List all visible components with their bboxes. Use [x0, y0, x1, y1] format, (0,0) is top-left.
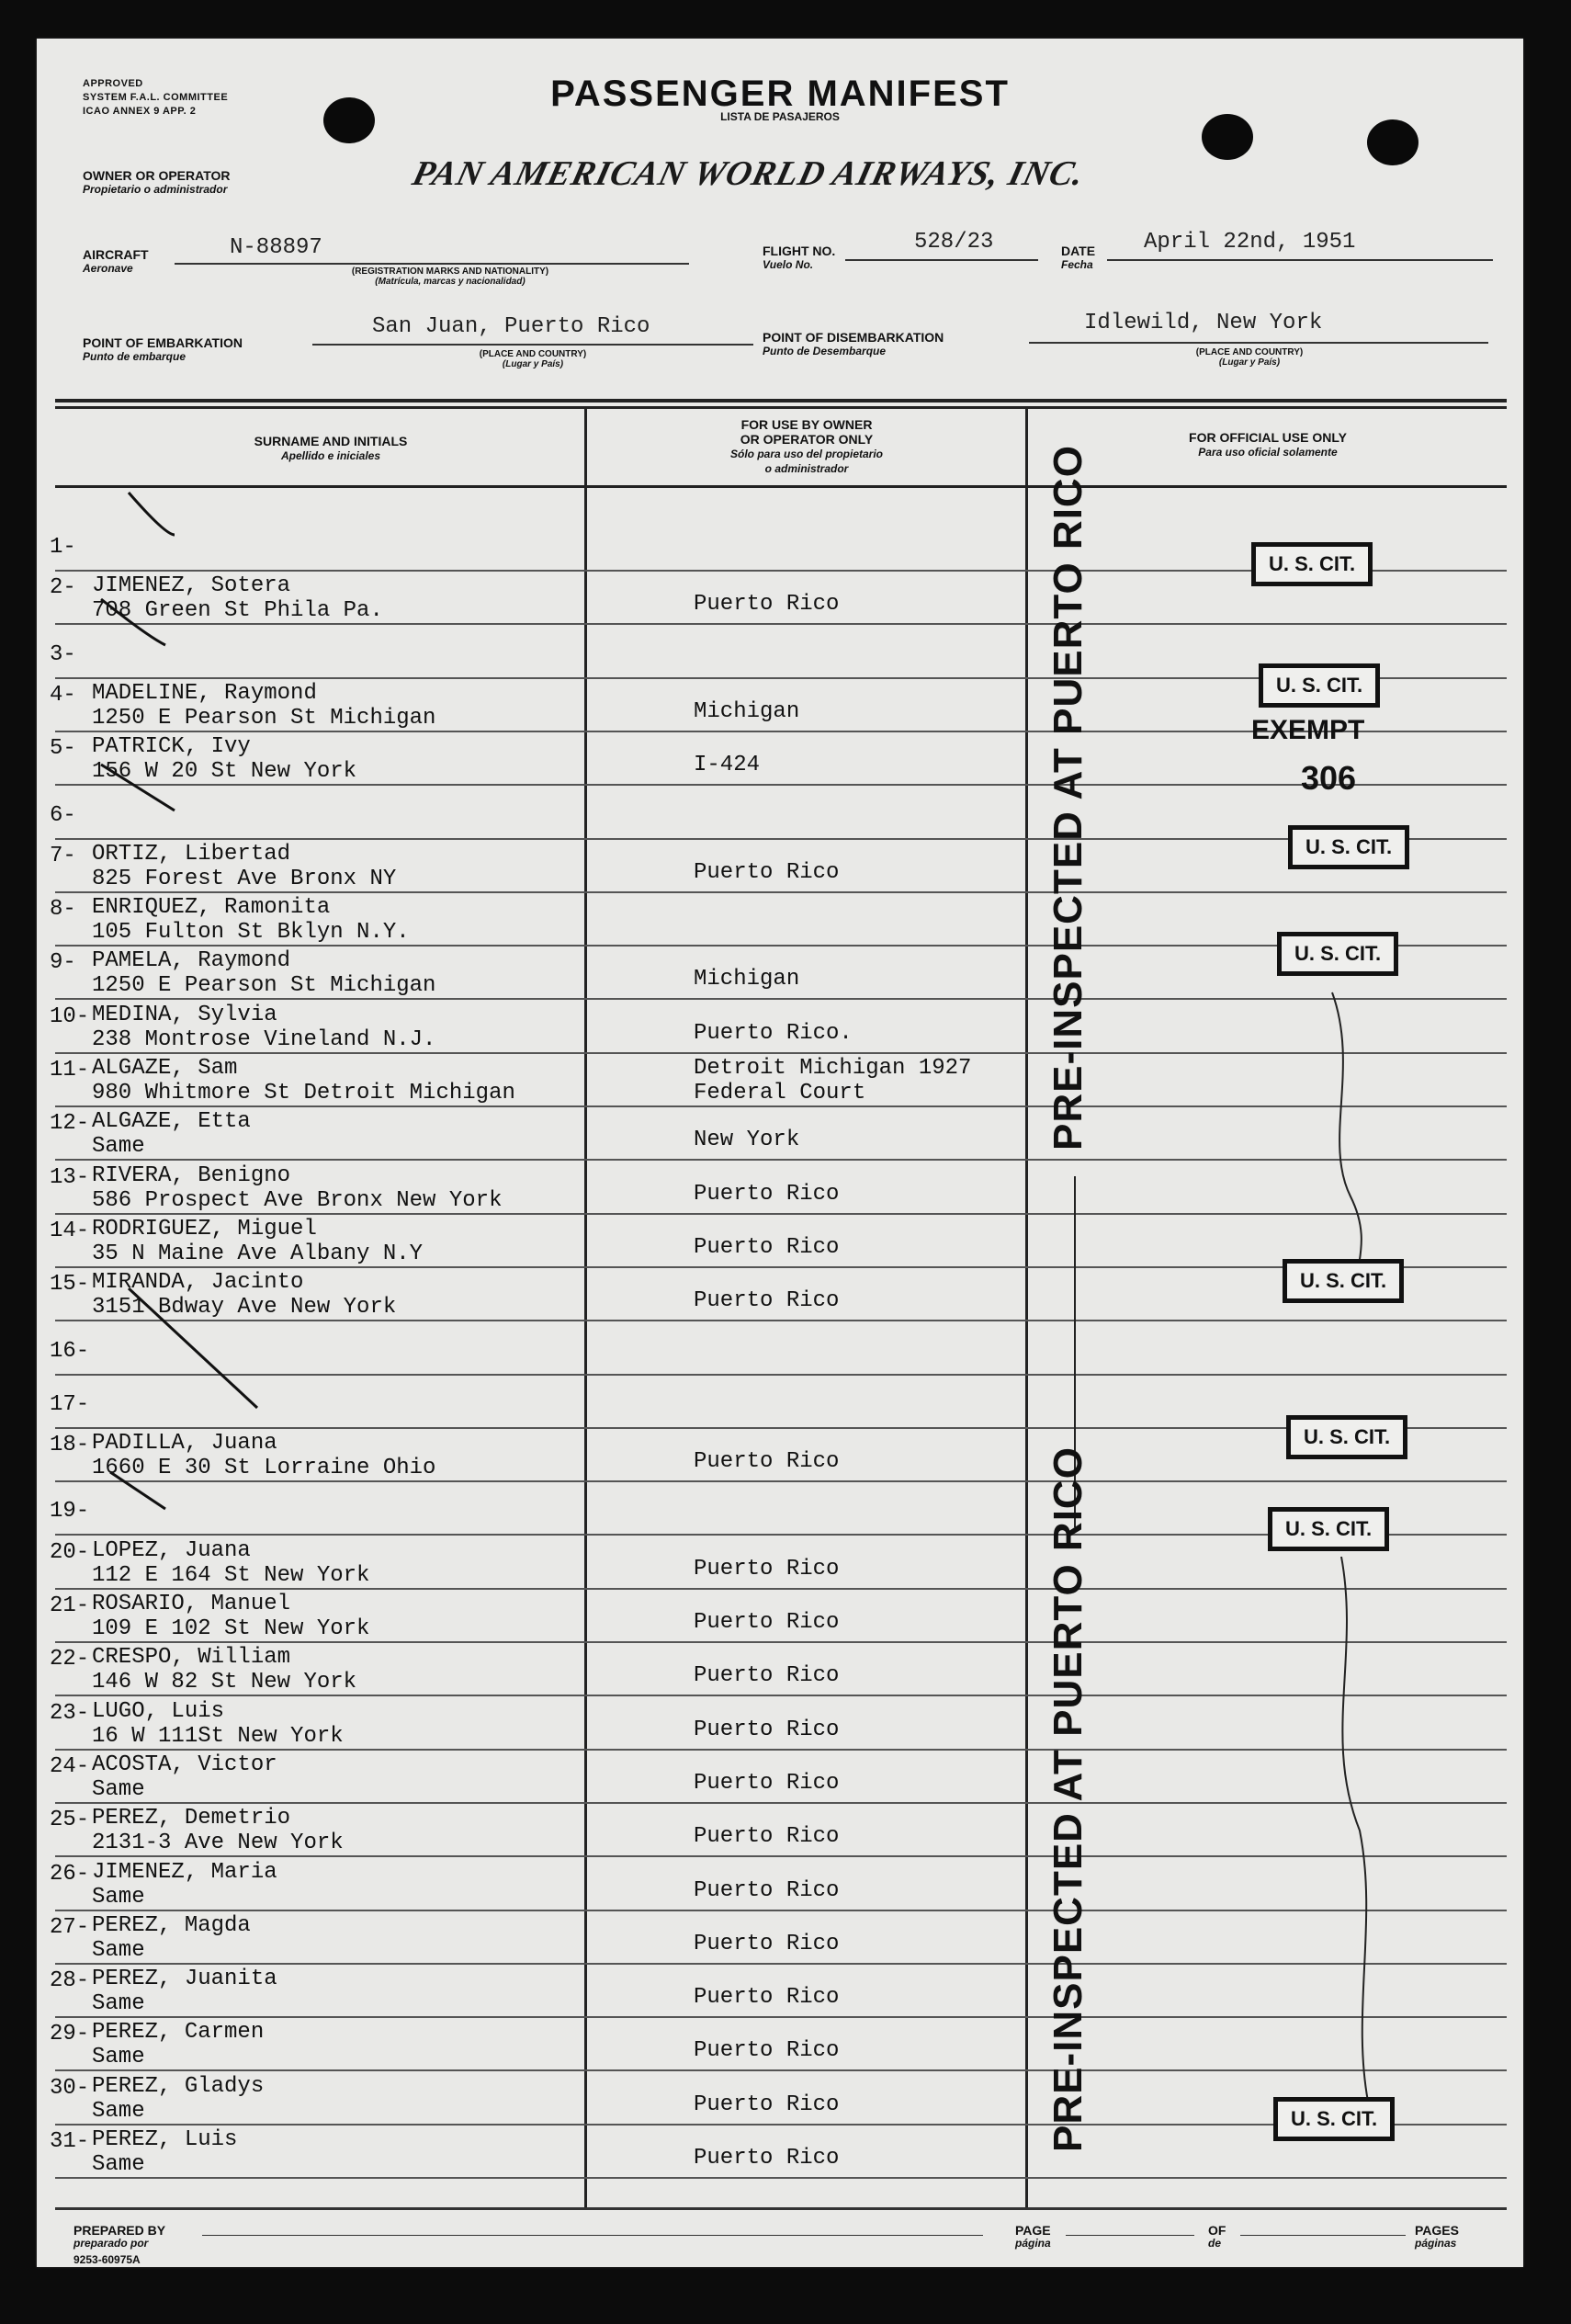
owner-use-value: Puerto Rico	[694, 1877, 840, 1903]
passenger-name: PAMELA, Raymond	[92, 948, 291, 974]
date-label-es: Fecha	[1061, 258, 1093, 271]
row-number: 28-	[50, 1968, 90, 1994]
passenger-address: 1250 E Pearson St Michigan	[92, 705, 436, 731]
disembark-label-es: Punto de Desembarque	[763, 345, 887, 357]
row-number: 13-	[50, 1164, 90, 1190]
owner-use-value: Michigan	[694, 698, 800, 724]
row-number: 25-	[50, 1808, 90, 1833]
passenger-address: 708 Green St Phila Pa.	[92, 598, 383, 624]
passenger-address: 1250 E Pearson St Michigan	[92, 973, 436, 999]
owner-use-value: Puerto Rico	[694, 1824, 840, 1850]
col-official-header-en: FOR OFFICIAL USE ONLY	[1189, 430, 1347, 445]
page-label	[1015, 2224, 1051, 2250]
aircraft-label-es: Aeronave	[83, 262, 133, 275]
row-number: 15-	[50, 1272, 90, 1298]
date-label-en: DATE	[1061, 244, 1096, 258]
of-label-en: OF	[1208, 2223, 1226, 2238]
owner-use-value: Puerto Rico	[694, 1717, 840, 1742]
row-number: 5-	[50, 736, 76, 762]
disembark-value: Idlewild, New York	[1084, 311, 1323, 335]
passenger-name: JIMENEZ, Maria	[92, 1859, 277, 1885]
owner-use-value: I-424	[694, 753, 761, 778]
row-number: 14-	[50, 1218, 90, 1243]
passenger-name: LOPEZ, Juana	[92, 1537, 251, 1563]
page-underline	[1066, 2235, 1194, 2236]
owner-use-value: Puerto Rico.	[694, 1020, 853, 1046]
approval-line-3: ICAO ANNEX 9 APP. 2	[83, 106, 197, 117]
owner-use-value: Puerto Rico	[694, 859, 840, 885]
passenger-address: 2131-3 Ave New York	[92, 1831, 344, 1856]
passenger-address: Same	[92, 2152, 145, 2177]
exempt-number: 306	[1301, 759, 1357, 797]
passenger-address: 146 W 82 St New York	[92, 1670, 357, 1695]
owner-use-value: Puerto Rico	[694, 592, 840, 618]
passenger-address: Same	[92, 2045, 145, 2070]
strike-mark-row-6	[101, 765, 175, 811]
col-surname-header-en: SURNAME AND INITIALS	[254, 434, 408, 448]
passenger-address: Same	[92, 2098, 145, 2124]
passenger-address: 35 N Maine Ave Albany N.Y	[92, 1241, 424, 1266]
owner-use-value: Puerto Rico	[694, 1234, 840, 1260]
passenger-name: CRESPO, William	[92, 1645, 291, 1671]
page-label-en: PAGE	[1015, 2223, 1051, 2238]
passenger-name: RIVERA, Benigno	[92, 1162, 291, 1188]
row-number: 30-	[50, 2075, 90, 2101]
row-number: 22-	[50, 1647, 90, 1672]
embark-label-es: Punto de embarque	[83, 350, 186, 363]
owner-label-es: Propietario o administrador	[83, 183, 228, 196]
prepared-by	[73, 2224, 165, 2250]
passenger-address: 586 Prospect Ave Bronx New York	[92, 1187, 503, 1213]
row-number: 18-	[50, 1433, 90, 1458]
us-cit-stamp-row-31: U. S. CIT.	[1273, 2097, 1395, 2141]
row-number: 12-	[50, 1111, 90, 1137]
owner-value: PAN AMERICAN WORLD AIRWAYS, INC.	[408, 154, 1089, 193]
of-label	[1208, 2224, 1226, 2250]
prepared-by-es: preparado por	[73, 2237, 149, 2250]
row-number: 23-	[50, 1700, 90, 1726]
passenger-address: 156 W 20 St New York	[92, 759, 357, 785]
row-number: 16-	[50, 1338, 90, 1364]
disembark-place-note-en: (PLACE AND COUNTRY)	[1195, 347, 1304, 357]
owner-use-value: Puerto Rico	[694, 1610, 840, 1635]
pre-inspected-stamp-lower: PRE-INSPECTED AT PUERTO RICO	[1045, 1446, 1091, 2152]
passenger-address: 105 Fulton St Bklyn N.Y.	[92, 920, 410, 946]
row-number: 17-	[50, 1391, 90, 1417]
flight-value: 528/23	[914, 230, 994, 255]
owner-use-value: Puerto Rico	[694, 1931, 840, 1956]
aircraft-value: N-88897	[230, 235, 322, 260]
col-owner-header-es-2: o administrador	[764, 462, 849, 475]
passenger-name: PEREZ, Magda	[92, 1912, 251, 1938]
passenger-name: LUGO, Luis	[92, 1698, 225, 1724]
embark-label-en: POINT OF EMBARKATION	[83, 335, 243, 350]
row-number: 9-	[50, 950, 76, 976]
passenger-name: PADILLA, Juana	[92, 1431, 277, 1457]
us-cit-stamp-row-9: U. S. CIT.	[1277, 932, 1398, 976]
owner-use-value: Puerto Rico	[694, 2146, 840, 2171]
disembark-place-note-es: (Lugar y País)	[1218, 357, 1281, 368]
row-number: 24-	[50, 1753, 90, 1779]
owner-use-value: Puerto Rico	[694, 1288, 840, 1314]
us-cit-stamp-row-15: U. S. CIT.	[1283, 1259, 1404, 1303]
embark-place-note-en: (PLACE AND COUNTRY)	[479, 349, 587, 359]
flight-label-en: FLIGHT NO.	[763, 244, 836, 258]
embark-value: San Juan, Puerto Rico	[372, 314, 650, 339]
page-subtitle: LISTA DE PASAJEROS	[720, 110, 840, 123]
row-number: 31-	[50, 2129, 90, 2154]
pages-label-es: páginas	[1415, 2237, 1457, 2250]
col-surname-header-es: Apellido e iniciales	[280, 449, 381, 462]
row-number: 7-	[50, 843, 76, 868]
row-number: 1-	[50, 535, 76, 560]
owner-use-value: New York	[694, 1128, 800, 1153]
row-number: 29-	[50, 2022, 90, 2047]
col-owner-header-line-2: OR OPERATOR ONLY	[740, 432, 874, 447]
strike-mark-row-1	[129, 493, 175, 535]
approval-line-1: APPROVED	[83, 78, 143, 89]
passenger-name: RODRIGUEZ, Miguel	[92, 1216, 317, 1241]
strike-mark-row-19	[110, 1472, 165, 1509]
us-cit-stamp-row-4: U. S. CIT.	[1259, 663, 1380, 708]
form-number: 9253-60975A	[73, 2253, 141, 2266]
passenger-name: PEREZ, Gladys	[92, 2073, 265, 2099]
pages-label	[1415, 2224, 1459, 2250]
registration-note-es: (Matrícula, marcas y nacionalidad)	[375, 277, 526, 287]
flight-label-es: Vuelo No.	[763, 258, 814, 271]
passenger-name: ROSARIO, Manuel	[92, 1592, 291, 1616]
passenger-address: 980 Whitmore St Detroit Michigan	[92, 1081, 515, 1105]
embark-place-note-es: (Lugar y País)	[502, 359, 564, 369]
passenger-name: PEREZ, Juanita	[92, 1967, 277, 1992]
owner-use-value: Puerto Rico	[694, 1663, 840, 1689]
owner-use-value: Puerto Rico	[694, 1770, 840, 1796]
col-owner-header-es-1: Sólo para uso del propietario	[729, 448, 884, 460]
passenger-address: 1660 E 30 St Lorraine Ohio	[92, 1456, 436, 1481]
disembark-label-en: POINT OF DISEMBARKATION	[763, 330, 944, 345]
row-number: 21-	[50, 1593, 90, 1618]
passenger-name: ENRIQUEZ, Ramonita	[92, 895, 331, 921]
owner-label-en: OWNER OR OPERATOR	[83, 168, 231, 183]
strike-mark-row-3	[101, 599, 165, 645]
row-number: 26-	[50, 1861, 90, 1887]
footer-rule	[55, 2207, 1507, 2210]
passenger-address: 112 E 164 St New York	[92, 1562, 370, 1588]
passenger-address: Same	[92, 1884, 145, 1910]
blank-row-strike-marks	[37, 39, 1523, 2267]
exempt-stamp: EXEMPT	[1251, 715, 1365, 745]
passenger-address: 3151 Bdway Ave New York	[92, 1295, 397, 1321]
strike-mark-row-16-17	[129, 1288, 257, 1408]
col-owner-header-line-1: FOR USE BY OWNER	[740, 417, 873, 432]
owner-use-value: Michigan	[694, 967, 800, 992]
passenger-name: PEREZ, Demetrio	[92, 1806, 291, 1831]
row-number: 19-	[50, 1499, 90, 1525]
pages-label-en: PAGES	[1415, 2223, 1459, 2238]
owner-use-value: Puerto Rico	[694, 1556, 840, 1581]
approval-line-2: SYSTEM F.A.L. COMMITTEE	[83, 92, 229, 103]
of-underline	[1240, 2235, 1406, 2236]
passenger-address: 825 Forest Ave Bronx NY	[92, 866, 397, 891]
passenger-address: 16 W 111St New York	[92, 1723, 344, 1749]
passenger-name: ORTIZ, Libertad	[92, 841, 291, 867]
page-title: PASSENGER MANIFEST	[550, 74, 1010, 114]
passenger-address: Same	[92, 1937, 145, 1963]
bracket-line-upper	[1332, 992, 1369, 1288]
passenger-address: Same	[92, 1991, 145, 2017]
passenger-name: ALGAZE, Sam	[92, 1056, 238, 1081]
owner-use-value: Puerto Rico	[694, 2038, 840, 2064]
passenger-name: ACOSTA, Victor	[92, 1752, 277, 1777]
aircraft-label-en: AIRCRAFT	[83, 247, 149, 262]
us-cit-stamp-row-2: U. S. CIT.	[1251, 542, 1373, 586]
pre-inspected-stamp-upper: PRE-INSPECTED AT PUERTO RICO	[1045, 445, 1091, 1151]
row-number: 27-	[50, 1914, 90, 1940]
passenger-name: MADELINE, Raymond	[92, 680, 317, 706]
col-official-header-es: Para uso oficial solamente	[1198, 446, 1338, 459]
passenger-name: JIMENEZ, Sotera	[92, 573, 291, 599]
row-number: 8-	[50, 897, 76, 923]
manifest-page	[37, 39, 1523, 2267]
prepared-underline	[202, 2235, 983, 2236]
owner-use-value: Puerto Rico	[694, 1985, 840, 2011]
passenger-address: 238 Montrose Vineland N.J.	[92, 1026, 436, 1052]
owner-use-value: Puerto Rico	[694, 1181, 840, 1207]
owner-use-value: Detroit Michigan 1927	[694, 1056, 972, 1081]
passenger-name: MEDINA, Sylvia	[92, 1002, 277, 1027]
bracket-line-lower	[1341, 1557, 1369, 2106]
of-label-es: de	[1208, 2237, 1222, 2250]
prepared-by-en: PREPARED BY	[73, 2223, 166, 2238]
passenger-address: Same	[92, 1134, 145, 1160]
passenger-name: PEREZ, Luis	[92, 2127, 238, 2152]
registration-note-en: (REGISTRATION MARKS AND NATIONALITY)	[351, 266, 549, 277]
row-number: 20-	[50, 1539, 90, 1565]
row-number: 10-	[50, 1003, 90, 1029]
passenger-name: ALGAZE, Etta	[92, 1109, 251, 1135]
passenger-address: Same	[92, 1776, 145, 1802]
row-number: 6-	[50, 802, 76, 828]
passenger-name: MIRANDA, Jacinto	[92, 1270, 304, 1296]
us-cit-stamp-row-7: U. S. CIT.	[1288, 825, 1409, 869]
row-number: 11-	[50, 1058, 90, 1083]
date-value: April 22nd, 1951	[1144, 230, 1356, 255]
passenger-address: 109 E 102 St New York	[92, 1616, 370, 1641]
row-number: 4-	[50, 682, 76, 708]
row-number: 2-	[50, 575, 76, 601]
page-label-es: página	[1015, 2237, 1051, 2250]
owner-use-value: Puerto Rico	[694, 2092, 840, 2117]
us-cit-stamp-row-20: U. S. CIT.	[1268, 1507, 1389, 1551]
passenger-name: PEREZ, Carmen	[92, 2020, 265, 2046]
us-cit-stamp-row-18: U. S. CIT.	[1286, 1415, 1407, 1459]
row-number: 3-	[50, 641, 76, 667]
passenger-name: PATRICK, Ivy	[92, 734, 251, 760]
owner-use-value-line-2: Federal Court	[694, 1081, 866, 1105]
owner-use-value: Puerto Rico	[694, 1449, 840, 1475]
